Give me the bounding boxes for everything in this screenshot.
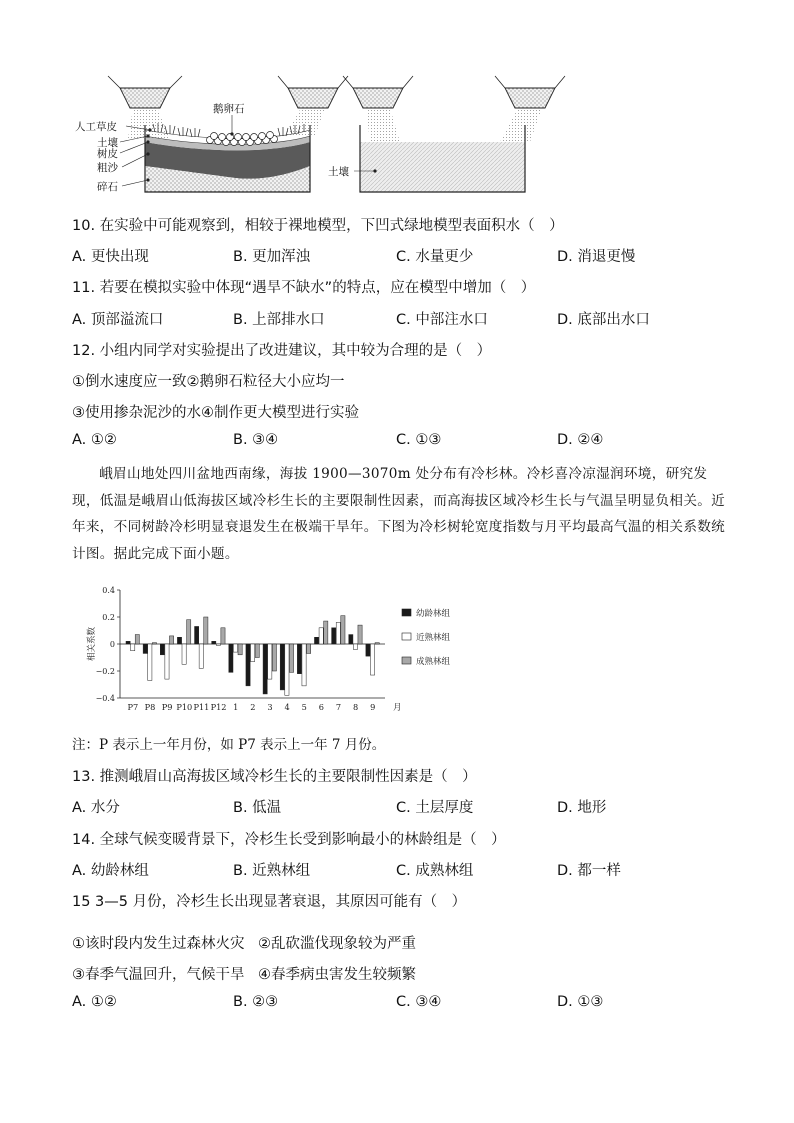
bar <box>246 644 250 686</box>
bar <box>370 644 374 675</box>
x-tick-label: 6 <box>318 702 324 712</box>
watering-can-icon <box>495 76 565 142</box>
x-axis-label: 月 <box>393 703 402 713</box>
label-turf: 人工草皮 <box>75 121 117 133</box>
y-axis-label: 相关系数 <box>87 626 97 662</box>
x-tick-label: 8 <box>353 702 359 712</box>
question-11-stem: 11. 若要在模拟实验中体现“遇旱不缺水”的特点，应在模型中增加（ ） <box>72 280 536 296</box>
q12-option-a[interactable]: A. ①② <box>72 432 117 448</box>
question-15-stem: 15 3—5 月份，冷杉生长出现显著衰退，其原因可能有（ ） <box>72 894 467 910</box>
q15-statement-2: ②乱砍滥伐现象较为严重 <box>258 936 416 952</box>
x-tick-label: 9 <box>370 702 376 712</box>
x-tick-label: P8 <box>144 702 156 712</box>
bar <box>131 644 135 651</box>
q13-option-d[interactable]: D. 地形 <box>557 800 607 816</box>
label-gravel: 碎石 <box>97 181 118 193</box>
experiment-models-figure <box>70 70 680 205</box>
label-sand: 粗沙 <box>97 162 118 174</box>
bar <box>216 644 220 645</box>
x-tick-label: 1 <box>233 702 239 712</box>
y-tick-label: 0 <box>109 640 115 649</box>
bar <box>152 643 156 644</box>
x-tick-label: P9 <box>161 702 173 712</box>
x-tick-label: P12 <box>210 702 227 712</box>
bar <box>251 644 255 662</box>
y-tick-label: −0.4 <box>95 694 115 703</box>
label-bark: 树皮 <box>97 148 118 160</box>
bar <box>148 644 152 680</box>
question-13-stem: 13. 推测峨眉山高海拔区域冷杉生长的主要限制性因素是（ ） <box>72 769 477 785</box>
legend-swatch <box>402 633 411 640</box>
q15-statement-4: ④春季病虫害发生较频繁 <box>258 967 416 983</box>
y-tick-label: 0.4 <box>102 586 115 595</box>
bar <box>280 644 284 690</box>
bar <box>160 644 164 655</box>
bare-soil-model <box>343 76 565 192</box>
q15-option-a[interactable]: A. ①② <box>72 994 117 1010</box>
label-pebble: 鹅卵石 <box>213 103 245 115</box>
q12-option-d[interactable]: D. ②④ <box>557 432 604 448</box>
q15-statement-3: ③春季气温回升，气候干旱 <box>72 967 245 983</box>
bar <box>302 644 306 686</box>
q10-option-a[interactable]: A. 更快出现 <box>72 249 149 265</box>
q13-option-c[interactable]: C. 土层厚度 <box>396 800 474 816</box>
y-tick-label: −0.2 <box>95 667 115 676</box>
bar <box>314 637 318 644</box>
legend-swatch <box>402 657 411 664</box>
x-tick-label: 3 <box>267 702 273 712</box>
bar <box>341 616 345 644</box>
bar <box>336 622 340 644</box>
q13-option-a[interactable]: A. 水分 <box>72 800 120 816</box>
q14-option-d[interactable]: D. 都一样 <box>557 863 621 879</box>
q12-statement-line-1: ①倒水速度应一致②鹅卵石粒径大小应均一 <box>72 374 345 390</box>
bar <box>195 626 199 644</box>
watering-can-icon <box>278 76 348 136</box>
bar <box>353 644 357 649</box>
q10-option-b[interactable]: B. 更加浑浊 <box>233 249 311 265</box>
bar <box>182 644 186 664</box>
bar <box>187 620 191 644</box>
bar <box>307 644 311 653</box>
correlation-bar-chart <box>80 580 460 725</box>
green-space-model <box>108 76 348 192</box>
bar <box>165 644 169 679</box>
legend-swatch <box>402 609 411 616</box>
bar <box>263 644 267 694</box>
x-tick-label: P10 <box>176 702 193 712</box>
bar <box>212 641 216 644</box>
q15-statement-1: ①该时段内发生过森林火灾 <box>72 936 245 952</box>
label-soil-left: 土壤 <box>97 137 118 149</box>
x-tick-label: 2 <box>250 702 256 712</box>
question-10-stem: 10. 在实验中可能观察到，相较于裸地模型，下凹式绿地模型表面积水（ ） <box>72 218 564 234</box>
legend-label: 近熟林组 <box>416 633 451 643</box>
x-tick-label: 7 <box>335 702 342 712</box>
bar <box>238 644 242 655</box>
bar <box>143 644 147 653</box>
bar <box>221 628 225 644</box>
chart-note: 注：P 表示上一年月份，如 P7 表示上一年 7 月份。 <box>72 737 386 753</box>
bar <box>285 644 289 695</box>
q11-option-a[interactable]: A. 顶部溢流口 <box>72 312 164 328</box>
legend-label: 成熟林组 <box>416 657 451 667</box>
x-tick-label: 4 <box>284 702 290 712</box>
x-tick-label: 5 <box>301 702 307 712</box>
q11-option-b[interactable]: B. 上部排水口 <box>233 312 325 328</box>
x-tick-label: P11 <box>193 702 210 712</box>
q14-option-c[interactable]: C. 成熟林组 <box>396 863 474 879</box>
q13-option-b[interactable]: B. 低温 <box>233 800 282 816</box>
question-14-stem: 14. 全球气候变暖背景下，冷杉生长受到影响最小的林龄组是（ ） <box>72 832 506 848</box>
y-tick-label: 0.2 <box>102 613 115 622</box>
bar <box>233 644 237 652</box>
reading-passage: 峨眉山地处四川盆地西南缘，海拔 1900—3070m 处分布有冷杉林。冷杉喜冷凉湿润环境，研究发现，低温是峨眉山低海拔区域冷杉生长的主要限制性因素，而高海拔区域冷杉生长与气温呈明显负相关。近年来，不同树龄冷杉明显衰退发生在极端干旱年。下图为冷杉树轮宽度指数与月平均最高气温的相关系数统计图。据此完成下面小题。 <box>72 466 726 562</box>
bar <box>349 635 353 644</box>
bar <box>324 621 328 644</box>
bar <box>272 644 276 671</box>
bar <box>199 644 203 668</box>
q11-option-d[interactable]: D. 底部出水口 <box>557 312 650 328</box>
q15-option-c[interactable]: C. ③④ <box>396 994 442 1010</box>
q15-option-b[interactable]: B. ②③ <box>233 994 279 1010</box>
bar <box>204 617 208 644</box>
q10-option-d[interactable]: D. 消退更慢 <box>557 249 636 265</box>
q10-option-c[interactable]: C. 水量更少 <box>396 249 474 265</box>
bar <box>332 628 336 644</box>
bar <box>169 636 173 644</box>
bar <box>177 637 181 644</box>
bar <box>289 644 293 672</box>
bar <box>366 644 370 656</box>
q12-statement-line-2: ③使用掺杂泥沙的水④制作更大模型进行实验 <box>72 405 359 421</box>
q11-option-c[interactable]: C. 中部注水口 <box>396 312 488 328</box>
bar <box>229 644 233 672</box>
bar <box>319 628 323 644</box>
watering-can-icon <box>108 76 182 138</box>
q15-option-d[interactable]: D. ①③ <box>557 994 604 1010</box>
label-soil-right: 土壤 <box>328 166 349 178</box>
bar <box>126 641 130 644</box>
bar <box>375 643 379 644</box>
watering-can-icon <box>343 76 413 142</box>
q12-option-b[interactable]: B. ③④ <box>233 432 279 448</box>
bar <box>297 644 301 674</box>
bar <box>358 625 362 644</box>
question-12-stem: 12. 小组内同学对实验提出了改进建议，其中较为合理的是（ ） <box>72 343 492 359</box>
q12-option-c[interactable]: C. ①③ <box>396 432 442 448</box>
legend-label: 幼龄林组 <box>416 609 451 619</box>
bar <box>135 635 139 644</box>
x-tick-label: P7 <box>127 702 139 712</box>
bar <box>268 644 272 679</box>
q14-option-a[interactable]: A. 幼龄林组 <box>72 863 149 879</box>
bar <box>255 644 259 658</box>
q14-option-b[interactable]: B. 近熟林组 <box>233 863 311 879</box>
